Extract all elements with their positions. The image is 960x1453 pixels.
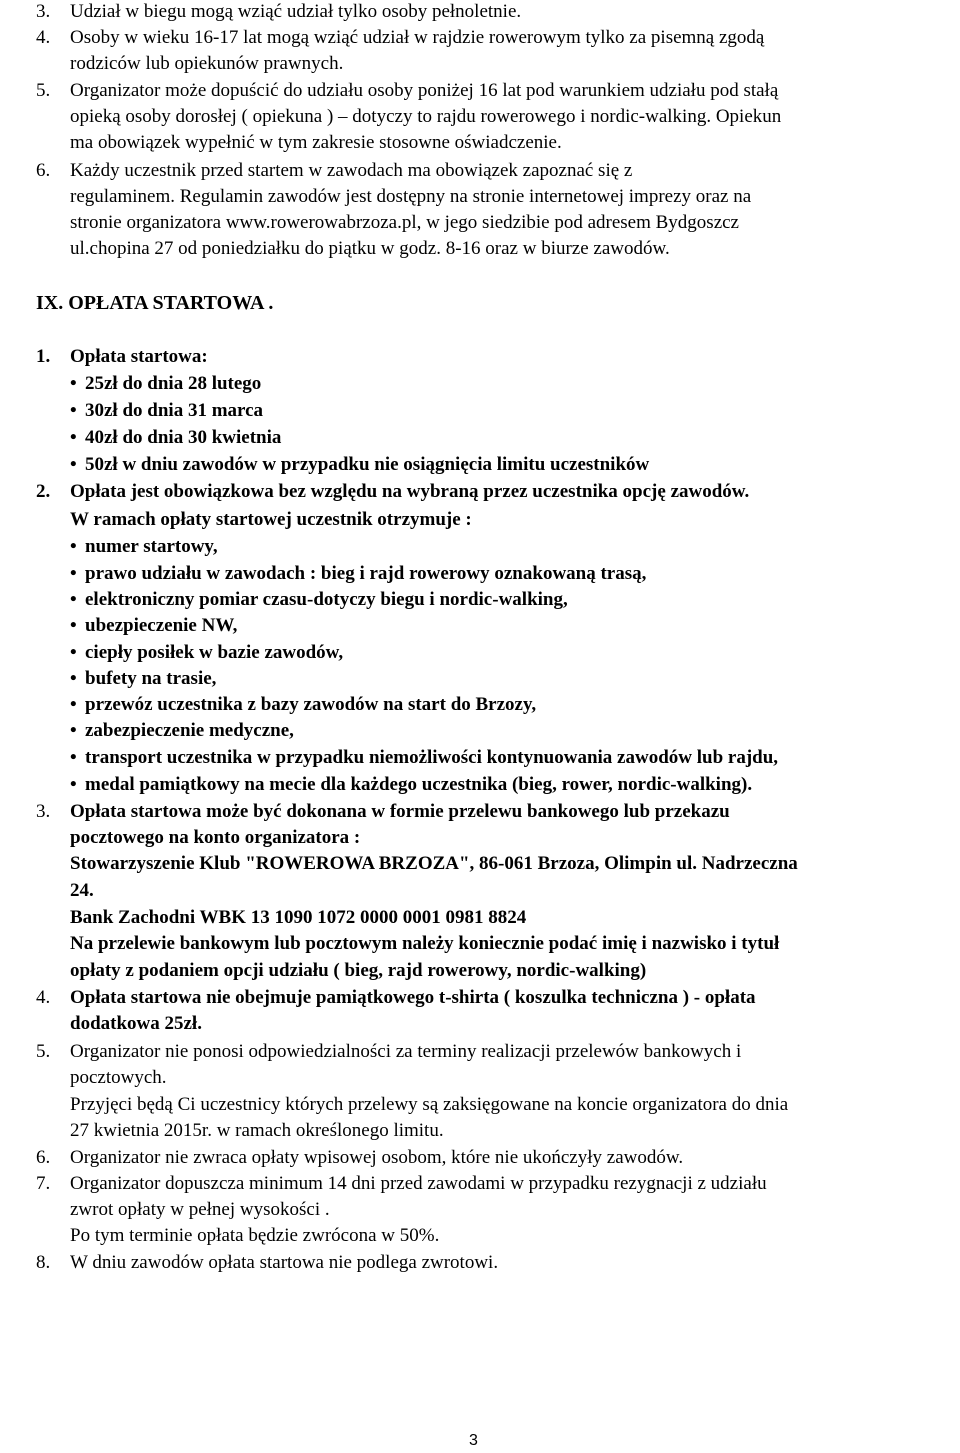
list-item-text: opieką osoby dorosłej ( opiekuna ) – dotyczy to rajdu rowerowego i nordic-walking. Opiekun bbox=[70, 106, 782, 127]
list-number: 6. bbox=[36, 160, 51, 181]
benefit-bullet: • przewóz uczestnika z bazy zawodów na start do Brzozy, bbox=[70, 694, 537, 715]
list-number: 5. bbox=[36, 1041, 51, 1062]
list-item-text: dodatkowa 25zł. bbox=[70, 1013, 202, 1034]
fee-bullet-text: 50zł w dniu zawodów w przypadku nie osiągnięcia limitu uczestników bbox=[85, 454, 650, 475]
list-item-text: regulaminem. Regulamin zawodów jest dostępny na stronie internetowej imprezy oraz na bbox=[70, 186, 752, 207]
list-item-text: W ramach opłaty startowej uczestnik otrzymuje : bbox=[70, 509, 472, 530]
list-item-text: Na przelewie bankowym lub pocztowym należy koniecznie podać imię i nazwisko i tytuł bbox=[70, 933, 780, 954]
list-number: 4. bbox=[36, 987, 51, 1008]
list-item-text: Organizator nie zwraca opłaty wpisowej osobom, które nie ukończyły zawodów. bbox=[70, 1147, 684, 1168]
benefit-bullet: • numer startowy, bbox=[70, 536, 218, 557]
benefit-bullet: • ubezpieczenie NW, bbox=[70, 615, 238, 636]
fee-bullet-text: 30zł do dnia 31 marca bbox=[85, 400, 264, 421]
benefit-text: ubezpieczenie NW, bbox=[85, 615, 238, 636]
list-number: 8. bbox=[36, 1252, 51, 1273]
fee-bullet-text: 25zł do dnia 28 lutego bbox=[85, 373, 262, 394]
benefit-bullet: • ciepły posiłek w bazie zawodów, bbox=[70, 642, 344, 663]
list-item-text: Każdy uczestnik przed startem w zawodach ma obowiązek zapoznać się z bbox=[70, 160, 633, 181]
list-item-text: Opłata jest obowiązkowa bez względu na wybraną przez uczestnika opcję zawodów. bbox=[70, 481, 750, 502]
list-item-text: stronie organizatora www.rowerowabrzoza.pl, w jego siedzibie pod adresem Bydgoszcz bbox=[70, 212, 739, 233]
organizer-address: Stowarzyszenie Klub "ROWEROWA BRZOZA", 86-061 Brzoza, Olimpin ul. Nadrzeczna bbox=[70, 853, 798, 874]
fee-bullet: • 50zł w dniu zawodów w przypadku nie osiągnięcia limitu uczestników bbox=[70, 454, 650, 475]
list-number: 3. bbox=[36, 801, 51, 822]
list-item-text: ma obowiązek wypełnić w tym zakresie stosowne oświadczenie. bbox=[70, 132, 562, 153]
fee-bullet: • 30zł do dnia 31 marca bbox=[70, 400, 264, 421]
list-item-text: Opłata startowa może być dokonana w formie przelewu bankowego lub przekazu bbox=[70, 801, 730, 822]
list-item-text: Udział w biegu mogą wziąć udział tylko osoby pełnoletnie. bbox=[70, 1, 522, 22]
fee-bullet: • 25zł do dnia 28 lutego bbox=[70, 373, 262, 394]
benefit-bullet: • prawo udziału w zawodach : bieg i rajd rowerowy oznakowaną trasą, bbox=[70, 563, 647, 584]
fee-bullet: • 40zł do dnia 30 kwietnia bbox=[70, 427, 282, 448]
list-number: 4. bbox=[36, 27, 51, 48]
list-item-text: pocztowego na konto organizatora : bbox=[70, 827, 361, 848]
benefit-bullet: • zabezpieczenie medyczne, bbox=[70, 720, 294, 741]
list-number: 6. bbox=[36, 1147, 51, 1168]
benefit-text: transport uczestnika w przypadku niemożliwości kontynuowania zawodów lub rajdu, bbox=[85, 747, 779, 768]
list-item-text: W dniu zawodów opłata startowa nie podlega zwrotowi. bbox=[70, 1252, 499, 1273]
benefit-bullet: • medal pamiątkowy na mecie dla każdego uczestnika (bieg, rower, nordic-walking). bbox=[70, 774, 753, 795]
benefit-text: ciepły posiłek w bazie zawodów, bbox=[85, 642, 344, 663]
list-number: 5. bbox=[36, 80, 51, 101]
list-item-text: pocztowych. bbox=[70, 1067, 167, 1088]
list-item-text: 27 kwietnia 2015r. w ramach określonego limitu. bbox=[70, 1120, 444, 1141]
benefit-bullet: • transport uczestnika w przypadku niemożliwości kontynuowania zawodów lub rajdu, bbox=[70, 747, 779, 768]
fee-title: Opłata startowa: bbox=[70, 346, 208, 367]
benefit-text: elektroniczny pomiar czasu-dotyczy biegu i nordic-walking, bbox=[85, 589, 568, 610]
organizer-address: 24. bbox=[70, 880, 94, 901]
list-item-text: opłaty z podaniem opcji udziału ( bieg, rajd rowerowy, nordic-walking) bbox=[70, 960, 647, 981]
benefit-bullet: • elektroniczny pomiar czasu-dotyczy biegu i nordic-walking, bbox=[70, 589, 568, 610]
list-number: 2. bbox=[36, 481, 51, 502]
fee-bullet-text: 40zł do dnia 30 kwietnia bbox=[85, 427, 282, 448]
benefit-text: medal pamiątkowy na mecie dla każdego uczestnika (bieg, rower, nordic-walking). bbox=[85, 774, 753, 795]
list-item-text: Organizator może dopuścić do udziału osoby poniżej 16 lat pod warunkiem udziału pod stałą bbox=[70, 80, 779, 101]
list-item-text: Organizator nie ponosi odpowiedzialności za terminy realizacji przelewów bankowych i bbox=[70, 1041, 742, 1062]
list-item-text: Organizator dopuszcza minimum 14 dni przed zawodami w przypadku rezygnacji z udziału bbox=[70, 1173, 767, 1194]
benefit-text: bufety na trasie, bbox=[85, 668, 217, 689]
benefit-text: przewóz uczestnika z bazy zawodów na start do Brzozy, bbox=[85, 694, 537, 715]
benefit-text: zabezpieczenie medyczne, bbox=[85, 720, 294, 741]
benefit-bullet: • bufety na trasie, bbox=[70, 668, 217, 689]
list-item-text: Osoby w wieku 16-17 lat mogą wziąć udział w rajdzie rowerowym tylko za pisemną zgodą bbox=[70, 27, 765, 48]
list-item-text: rodziców lub opiekunów prawnych. bbox=[70, 53, 344, 74]
list-item-text: Opłata startowa nie obejmuje pamiątkowego t-shirta ( koszulka techniczna ) - opłata bbox=[70, 987, 756, 1008]
benefit-text: numer startowy, bbox=[85, 536, 218, 557]
bank-account: Bank Zachodni WBK 13 1090 1072 0000 0001 0981 8824 bbox=[70, 907, 527, 928]
list-item-text: Przyjęci będą Ci uczestnicy których przelewy są zaksięgowane na koncie organizatora do dnia bbox=[70, 1094, 789, 1115]
benefit-text: prawo udziału w zawodach : bieg i rajd rowerowy oznakowaną trasą, bbox=[85, 563, 647, 584]
section-heading: IX. OPŁATA STARTOWA . bbox=[36, 292, 274, 314]
list-number: 1. bbox=[36, 346, 51, 367]
list-item-text: zwrot opłaty w pełnej wysokości . bbox=[70, 1199, 330, 1220]
list-item-text: Po tym terminie opłata będzie zwrócona w 50%. bbox=[70, 1225, 440, 1246]
list-item-text: ul.chopina 27 od poniedziałku do piątku w godz. 8-16 oraz w biurze zawodów. bbox=[70, 238, 670, 259]
page-number: 3 bbox=[469, 1432, 478, 1449]
list-number: 7. bbox=[36, 1173, 51, 1194]
list-number: 3. bbox=[36, 1, 51, 22]
